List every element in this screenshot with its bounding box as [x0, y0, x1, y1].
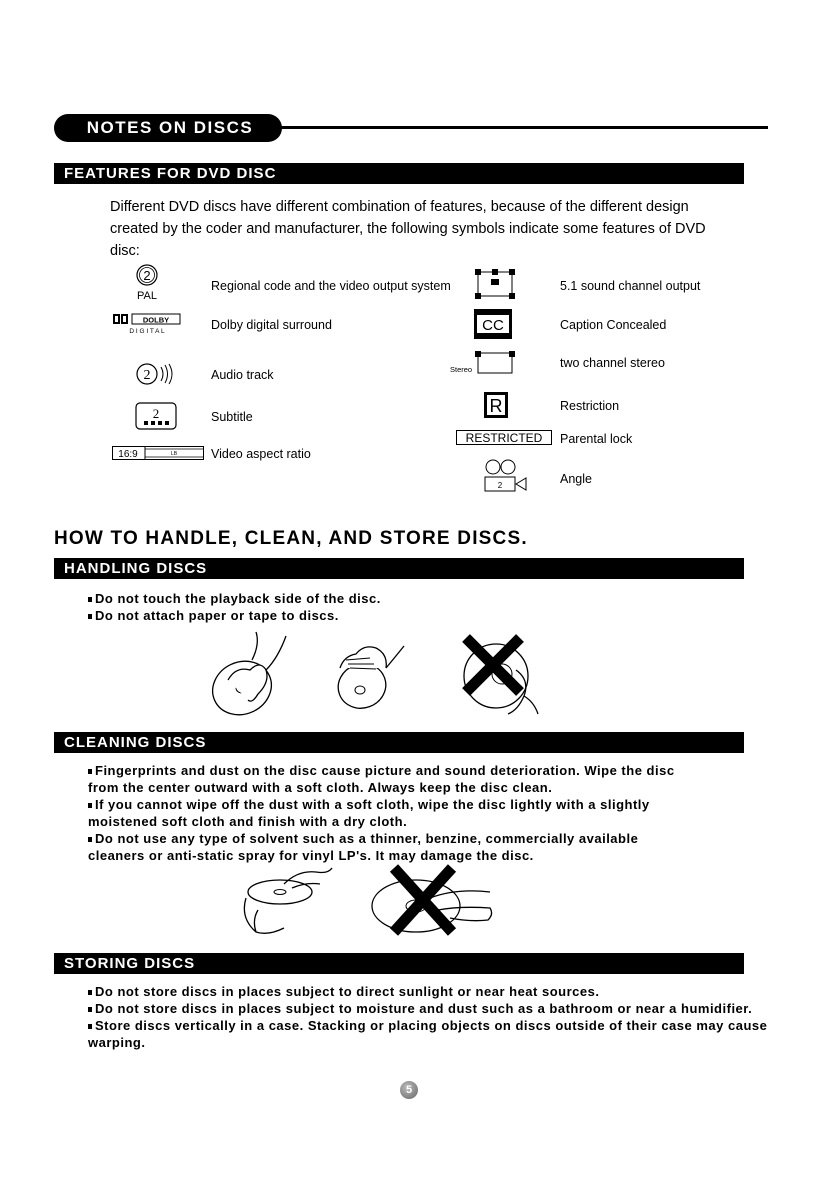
- list-item: Do not use any type of solvent such as a thinner, benzine, commercially available cleaners or anti-static spray for vinyl LP's. It may damage the disc.: [88, 831, 639, 863]
- subtitle-number: 2: [152, 406, 160, 421]
- cleaning-bar: CLEANING DISCS: [54, 732, 744, 753]
- storing-bar: STORING DISCS: [54, 953, 744, 974]
- lb-text: LB: [170, 451, 178, 457]
- list-item: Do not store discs in places subject to moisture and dust such as a bathroom or near a humidifier.: [88, 1000, 768, 1017]
- region-number: 2: [143, 268, 151, 283]
- audio-number: 2: [143, 368, 151, 383]
- feature-label-51: 5.1 sound channel output: [560, 279, 701, 293]
- list-item: If you cannot wipe off the dust with a soft cloth, wipe the disc lightly with a slightly moistened soft cloth and finish with a dry cloth.: [88, 797, 650, 829]
- wipe-disc-illustration: [232, 862, 336, 938]
- features-intro: Different DVD discs have different combination of features, because of the different design created by the coder and manufacturer, the following symbols indicate some features of DVD disc:: [110, 199, 706, 259]
- stereo-icon: [450, 350, 522, 376]
- surround-51-icon: [474, 268, 516, 300]
- page-number: 5: [400, 1081, 418, 1099]
- list-item: Fingerprints and dust on the disc cause picture and sound deterioration. Wipe the disc from the center outward with a soft cloth. Always keep the disc clean.: [88, 763, 675, 795]
- parental-lock-icon: [456, 430, 552, 445]
- list-item: Do not touch the playback side of the disc.: [88, 590, 708, 607]
- page-title: NOTES ON DISCS: [54, 114, 282, 142]
- aspect-ratio-icon: [112, 446, 204, 460]
- cleaning-list: [88, 762, 688, 864]
- storing-list: [88, 983, 768, 1051]
- list-item: Do not attach paper or tape to discs.: [88, 607, 708, 624]
- region-code-icon: [135, 262, 169, 302]
- handling-list: [88, 590, 708, 624]
- feature-label-dolby: Dolby digital surround: [211, 318, 332, 332]
- feature-label-parental: Parental lock: [560, 432, 633, 446]
- feature-label-region: Regional code and the video output system: [211, 279, 451, 293]
- restriction-icon: [484, 392, 508, 418]
- feature-label-caption: Caption Concealed: [560, 318, 667, 332]
- hand-holding-disc-illustration: [208, 630, 298, 722]
- title-rule: [280, 126, 768, 129]
- subtitle-icon: [135, 402, 177, 430]
- prohibited-wipe-illustration: [360, 862, 500, 938]
- r-text: R: [489, 396, 503, 416]
- feature-label-aspect: Video aspect ratio: [211, 447, 311, 461]
- prohibited-touch-illustration: [458, 630, 548, 720]
- feature-label-audio: Audio track: [211, 368, 274, 382]
- hand-edge-disc-illustration: [330, 634, 410, 714]
- angle-icon: [482, 459, 530, 493]
- feature-label-subtitle: Subtitle: [211, 410, 253, 424]
- stereo-text: Stereo: [450, 365, 473, 374]
- pal-text: PAL: [137, 290, 157, 302]
- feature-label-angle: Angle: [560, 472, 592, 486]
- how-to-heading: HOW TO HANDLE, CLEAN, AND STORE DISCS.: [54, 528, 528, 549]
- dolby-text: DOLBY: [142, 315, 170, 325]
- digital-text: D I G I T A L: [129, 328, 165, 335]
- restricted-text: RESTRICTED: [465, 431, 543, 445]
- ratio-text: 16:9: [118, 449, 138, 460]
- handling-bar: HANDLING DISCS: [54, 558, 744, 579]
- cc-text: CC: [482, 317, 504, 334]
- list-item: Do not store discs in places subject to direct sunlight or near heat sources.: [88, 983, 768, 1000]
- angle-number: 2: [497, 481, 503, 490]
- feature-label-stereo: two channel stereo: [560, 356, 665, 370]
- list-item: Store discs vertically in a case. Stacking or placing objects on discs outside of their case may cause warping.: [88, 1018, 768, 1050]
- feature-label-restriction: Restriction: [560, 399, 620, 413]
- features-bar: FEATURES FOR DVD DISC: [54, 163, 744, 184]
- caption-icon: [474, 309, 512, 339]
- dolby-icon: [112, 313, 184, 335]
- audio-track-icon: [135, 362, 179, 386]
